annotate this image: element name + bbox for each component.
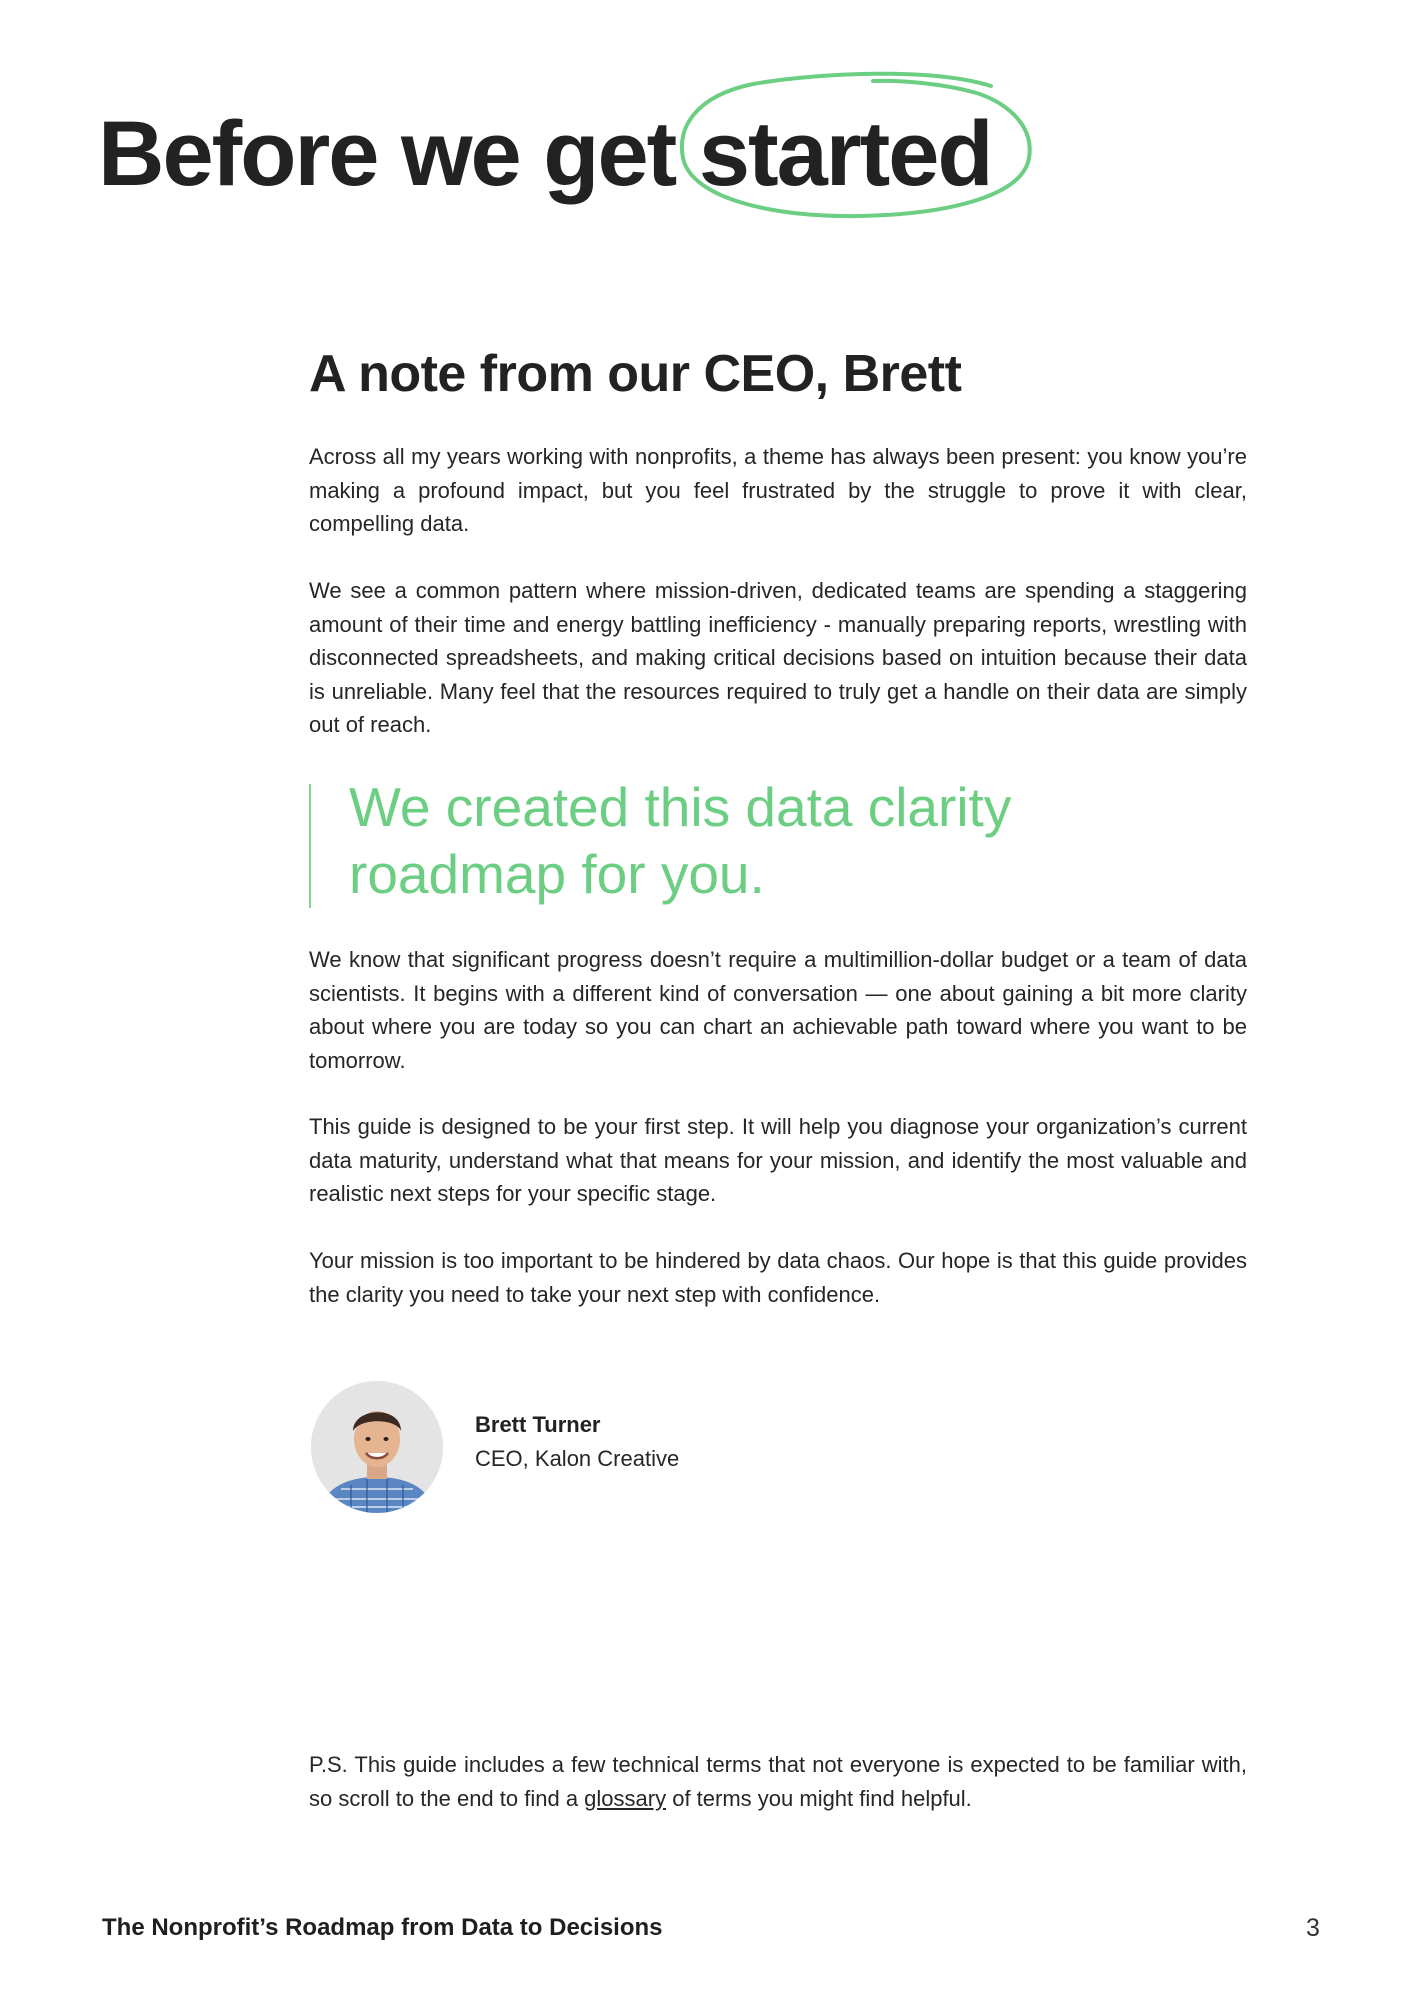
page-title <box>98 103 992 205</box>
page-title-circled-text: started <box>698 103 992 205</box>
note-paragraph-2: We see a common pattern where mission-driven, dedicated teams are spending a staggering amount of their time and energy battling inefficiency - manually preparing reports, wrestling with disconnected spreadsheets, and making critical decisions based on intuition because their data is unreliable. Many feel that the resources required to truly get a handle on their data are simply out of reach. <box>309 578 1247 737</box>
pull-quote-text: We created this data clarity roadmap for you. <box>349 776 1012 905</box>
postscript-text-end: of terms you might find helpful. <box>666 1785 972 1811</box>
note-paragraph-4: This guide is designed to be your first step. It will help you diagnose your organization’s current data maturity, understand what that means for your mission, and identify the most valuable and realistic next steps for your specific stage. <box>309 1114 1247 1206</box>
postscript-text: P.S. This guide includes a few technical terms that not everyone is expected to be familiar with, so scroll to the end to find a <box>309 1752 1247 1811</box>
pull-quote <box>309 776 1049 908</box>
signature-name: Brett Turner <box>475 1412 601 1437</box>
page-title-prefix: Before we get <box>98 103 699 205</box>
circled-word <box>698 103 992 205</box>
signature-role: CEO, Kalon Creative <box>475 1446 680 1471</box>
footer-document-title: The Nonprofit’s Roadmap from Data to Decisions <box>102 1914 663 1941</box>
ceo-avatar <box>311 1381 443 1513</box>
note-paragraph-5: Your mission is too important to be hindered by data chaos. Our hope is that this guide provides the clarity you need to take your next step with confidence. <box>309 1248 1247 1307</box>
ceo-portrait-illustration <box>311 1381 443 1513</box>
postscript <box>309 1748 1247 1815</box>
page-number: 3 <box>1306 1914 1320 1942</box>
note-paragraph-3: We know that significant progress doesn’t require a multimillion-dollar budget or a team of data scientists. It begins with a different kind of conversation — one about gaining a bit more clarity about where you are today so you can chart an achievable path toward where you want to be tomorrow. <box>309 947 1247 1073</box>
note-paragraph-1: Across all my years working with nonprofits, a theme has always been present: you know you’re making a profound impact, but you feel frustrated by the struggle to prove it with clear, compelling data. <box>309 444 1247 536</box>
glossary-link[interactable]: glossary <box>584 1785 667 1811</box>
note-heading: A note from our CEO, Brett <box>309 345 962 403</box>
